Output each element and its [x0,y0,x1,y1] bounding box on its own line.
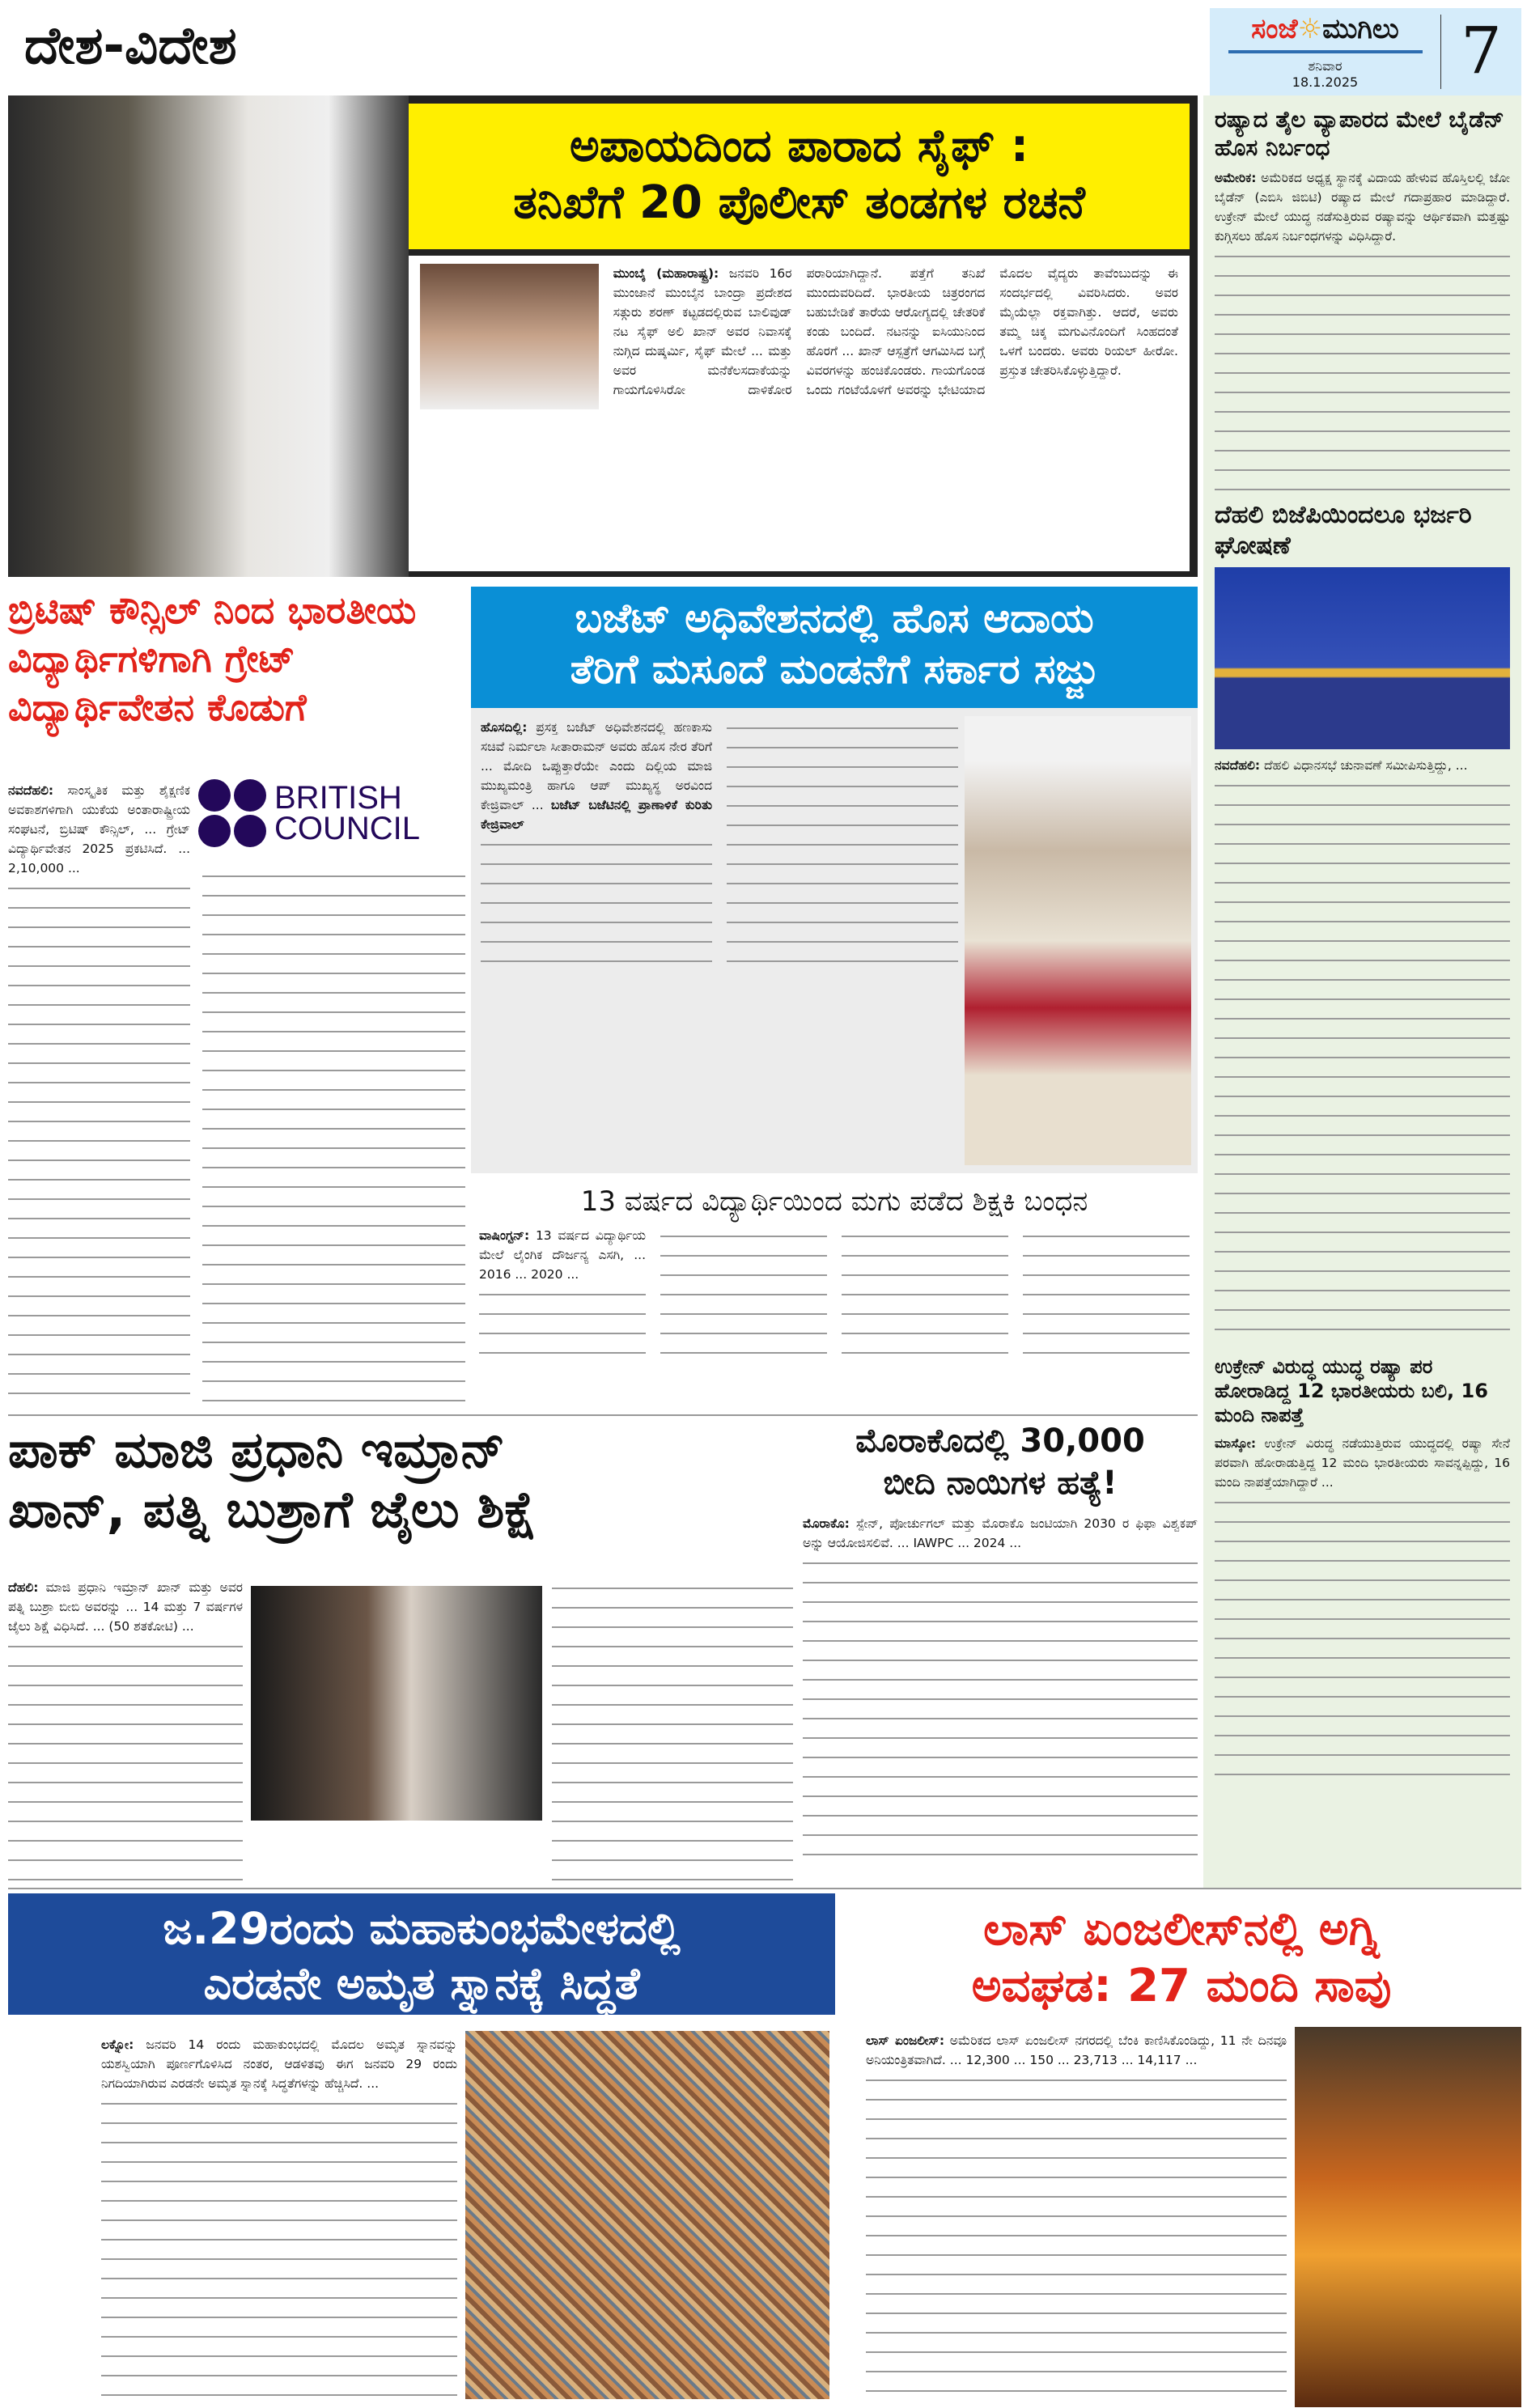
story-imran-khan [8,1420,793,1885]
headline-british-council: ಬ್ರಿಟಿಷ್ ಕೌನ್ಸಿಲ್ ನಿಂದ ಭಾರತೀಯ ವಿದ್ಯಾರ್ಥಿಗಳಿಗಾಗಿ ಗ್ರೇಟ್ ವಿದ್ಯಾರ್ಥಿವೇತನ ಕೊಡುಗೆ [8,588,417,729]
masthead-day: ಶನಿವಾರ [1308,58,1342,74]
headline-teacher: 13 ವರ್ಷದ ವಿದ್ಯಾರ್ಥಿಯಿಂದ ಮಗು ಪಡೆದ ಶಿಕ್ಷಕಿ ಬಂಧನ [580,1185,1088,1218]
headline-morocco-dogs: ಮೊರಾಕೊದಲ್ಲಿ 30,000 ಬೀದಿ ನಾಯಿಗಳ ಹತ್ಯೆ! [855,1422,1145,1502]
headline-ukraine: ಉಕ್ರೇನ್ ವಿರುದ್ಧ ಯುದ್ಧ ರಷ್ಯಾ ಪರ ಹೋರಾಡಿದ್ದ 12 ಭಾರತೀಯರು ಬಲಿ, 16 ಮಂದಿ ನಾಪತ್ತೆ [1215,1355,1488,1427]
headline-delhi: ದೆಹಲಿ ಬಿಜೆಪಿಯಿಂದಲೂ ಭರ್ಜರಿ ಘೋಷಣೆ [1215,501,1472,560]
right-column [1203,95,1521,1888]
british-body: ನವದೆಹಲಿ: ಸಾಂಸ್ಕೃತಿಕ ಮತ್ತು ಶೈಕ್ಷಣಿಕ ಅವಕಾಶಗಳಿಗಾಗಿ ಯುಕೆಯ ಅಂತಾರಾಷ್ಟ್ರೀಯ ಸಂಘಟನೆ, ಬ್ರಿಟಿಷ್ ಕೌನ್ಸಿಲ್, ... ಗ್ರೇಟ್ ವಿದ್ಯಾರ್ಥಿವೇತನ 2025 ಪ್ರಕಟಿಸಿದೆ. ... 2,10,000 ... [8,781,190,1404]
la-fire-body: ಲಾಸ್ ಏಂಜಲೀಸ್: ಅಮೆರಿಕದ ಲಾಸ್ ಏಂಜಲೀಸ್ ನಗರದಲ್ಲಿ ಬೆಂಕಿ ಕಾಣಿಸಿಕೊಂಡಿದ್ದು, 11 ನೇ ದಿನವೂ ಅನಿಯಂತ್ರಿತವಾಗಿದೆ. ... 12,300 ... 150 ... 23,713 ... 14,117 ... [866,2031,1287,2403]
divider [8,1888,1521,1889]
headline-imran-khan: ಪಾಕ್ ಮಾಜಿ ಪ್ರಧಾನಿ ಇಮ್ರಾನ್ ಖಾನ್, ಪತ್ನಿ ಬುಶ್ರಾಗೆ ಜೈಲು ಶಿಕ್ಷೆ [8,1420,537,1540]
budget-body: ಹೊಸದಿಲ್ಲಿ: ಪ್ರಸಕ್ತ ಬಜೆಟ್ ಅಧಿವೇಶನದಲ್ಲಿ ಹಣಕಾಸು ಸಚಿವೆ ನಿರ್ಮಲಾ ಸೀತಾರಾಮನ್ ಅವರು ಹೊಸ ನೇರ ತೆರಿಗೆ ... ಮೋದಿ ಒಪ್ಪುತ್ತಾರೆಯೇ ಎಂದು ದಿಲ್ಲಿಯ ಮಾಜಿ ಮುಖ್ಯಮಂತ್ರಿ ಹಾಗೂ ಆಪ್ ಮುಖ್ಯಸ್ಥ ಅರವಿಂದ ಕೇಜ್ರಿವಾಲ್ ... ಬಜೆಟ್ ಬಜೆಟಿನಲ್ಲಿ ಪ್ರಾಣಾಳಿಕೆ ಕುರಿತು ಕೇಜ್ರಿವಾಲ್ [481,718,958,1167]
masthead [1210,8,1521,95]
delhi-body: ನವದೆಹಲಿ: ದೆಹಲಿ ವಿಧಾನಸಭೆ ಚುನಾವಣೆ ಸಮೀಪಿಸುತ್ತಿದ್ದು, ... [1215,756,1510,1346]
photo-kejriwal [1215,567,1510,749]
masthead-logo: ಸಂಜೆ☼ಮುಗಿಲು [1251,13,1399,45]
imran-body: ದೆಹಲಿ: ಮಾಜಿ ಪ್ರಧಾನಿ ಇಮ್ರಾನ್ ಖಾನ್ ಮತ್ತು ಅವರ ಪತ್ನಿ ಬುಶ್ರಾ ಬೀಬಿ ಅವರನ್ನು ... 14 ಮತ್ತು 7 ವರ್ಷಗಳ ಜೈಲು ಶಿಕ್ಷೆ ವಿಧಿಸಿದೆ. ... (50 ಶತಕೋಟಿ) ... [8,1578,243,1881]
headline-saif: ಅಪಾಯದಿಂದ ಪಾರಾದ ಸೈಫ್ : ತನಿಖೆಗೆ 20 ಪೊಲೀಸ್ ತಂಡಗಳ ರಚನೆ [409,104,1190,249]
section-title: ದೇಶ-ವಿದೇಶ [24,16,237,76]
headline-kumbh: ಜ.29ರಂದು ಮಹಾಕುಂಭಮೇಳದಲ್ಲಿ ಎರಡನೇ ಅಮೃತ ಸ್ನಾನಕ್ಕೆ ಸಿದ್ಧತೆ [8,1893,835,2015]
story-british-council [8,587,465,1412]
story-saif [8,95,1198,577]
photo-nirmala-sitharaman [965,716,1191,1165]
story-budget [471,587,1198,1173]
saif-body: ಮುಂಬೈ (ಮಹಾರಾಷ್ಟ್ರ): ಜನವರಿ 16ರ ಮುಂಜಾನೆ ಮುಂಬೈನ ಬಾಂದ್ರಾ ಪ್ರದೇಶದ ಸತ್ಗುರು ಶರಣ್ ಕಟ್ಟಡದಲ್ಲಿರುವ ಬಾಲಿವುಡ್ ನಟ ಸೈಫ್ ಅಲಿ ಖಾನ್ ಅವರ ನಿವಾಸಕ್ಕೆ ನುಗ್ಗಿದ ದುಷ್ಕರ್ಮಿ, ಸೈಫ್ ಮೇಲೆ ... ಮತ್ತು ಅವರ ಮನೆಕೆಲಸದಾಕೆಯನ್ನು ಗಾಯಗೊಳಿಸಿರೋ ದಾಳಿಕೋರ ಪರಾರಿಯಾಗಿದ್ದಾನೆ. ಪತ್ತೆಗೆ ತನಿಖೆ ಮುಂದುವರಿದಿದೆ. ಭಾರತೀಯ ಚಿತ್ರರಂಗದ ಬಹುಬೇಡಿಕೆ ತಾರೆಯ ಆರೋಗ್ಯದಲ್ಲಿ ಚೇತರಿಕೆ ಕಂಡು ಬಂದಿದೆ. ನಟನನ್ನು ಐಸಿಯುನಿಂದ ಹೊರಗೆ ... ಖಾನ್ ಆಸ್ಪತ್ರೆಗೆ ಆಗಮಿಸಿದ ಬಗ್ಗೆ ವಿವರಗಳನ್ನು ಹಂಚಿಕೊಂಡರು. ಗಾಯಗೊಂಡ ಒಂದು ಗಂಟೆಯೊಳಗೆ ಅವರನ್ನು ಭೇಟಿಯಾದ ಮೊದಲ ವೈದ್ಯರು ತಾವೆಂಬುದನ್ನು ಈ ಸಂದರ್ಭದಲ್ಲಿ ವಿವರಿಸಿದರು. ಅವರ ಮೈಯೆಲ್ಲಾ ರಕ್ತವಾಗಿತ್ತು. ಆದರೆ, ಅವರು ತಮ್ಮ ಚಿಕ್ಕ ಮಗುವಿನೊಂದಿಗೆ ಸಿಂಹದಂತೆ ಒಳಗೆ ಬಂದರು. ಅವರು ರಿಯಲ್ ಹೀರೋ. ಪ್ರಸ್ತುತ ಚೇತರಿಸಿಕೊಳ್ಳುತ್ತಿದ್ದಾರೆ. [420,264,1178,563]
photo-la-fire [1295,2027,1521,2407]
british-council-logo: BRITISH COUNCIL [198,773,465,854]
photo-saif-kareena [8,95,409,577]
photo-imran-khan [251,1586,542,1821]
headline-budget: ಬಜೆಟ್ ಅಧಿವೇಶನದಲ್ಲಿ ಹೊಸ ಆದಾಯ ತೆರಿಗೆ ಮಸೂದೆ ಮಂಡನೆಗೆ ಸರ್ಕಾರ ಸಜ್ಜು [471,587,1198,708]
masthead-date: 18.1.2025 [1292,74,1359,90]
teacher-body: ವಾಷಿಂಗ್ಟನ್: 13 ವರ್ಷದ ವಿದ್ಯಾರ್ಥಿಯ ಮೇಲೆ ಲೈಂಗಿಕ ದೌರ್ಜನ್ಯ ಎಸಗಿ, ... 2016 ... 2020 ... [479,1226,1190,1404]
dogs-body: ಮೊರಾಕೊ: ಸ್ಪೇನ್, ಪೋರ್ಚುಗಲ್ ಮತ್ತು ಮೊರಾಕೊ ಜಂಟಿಯಾಗಿ 2030 ರ ಫಿಫಾ ವಿಶ್ವಕಪ್ ಅನ್ನು ಆಯೋಜಿಸಲಿವೆ. ... IAWPC ... 2024 ... [803,1514,1198,1870]
story-kumbh [8,1893,835,2408]
headline-la-fire: ಲಾಸ್ ಏಂಜಲೀಸ್‌ನಲ್ಲಿ ಅಗ್ನಿ ಅವಘಡ: 27 ಮಂದಿ ಸಾವು [971,1903,1392,2012]
masthead-rule [1228,50,1423,53]
ukraine-body: ಮಾಸ್ಕೋ: ಉಕ್ರೇನ್ ವಿರುದ್ಧ ನಡೆಯುತ್ತಿರುವ ಯುದ್ಧದಲ್ಲಿ ರಷ್ಯಾ ಸೇನೆ ಪರವಾಗಿ ಹೋರಾಡುತ್ತಿದ್ದ 12 ಮಂದಿ ಭಾರತೀಯರು ಸಾವನ್ನಪ್ಪಿದ್ದು, 16 ಮಂದಿ ನಾಪತ್ತೆಯಾಗಿದ್ದಾರೆ ... [1215,1434,1510,1790]
kumbh-body: ಲಕ್ನೋ: ಜನವರಿ 14 ರಂದು ಮಹಾಕುಂಭದಲ್ಲಿ ಮೊದಲ ಅಮೃತ ಸ್ನಾನವನ್ನು ಯಶಸ್ವಿಯಾಗಿ ಪೂರ್ಣಗೊಳಿಸಿದ ನಂತರ, ಆಡಳಿತವು ಈಗ ಜನವರಿ 29 ರಂದು ನಿಗದಿಯಾಗಿರುವ ಎರಡನೇ ಅಮೃತ ಸ್ನಾನಕ್ಕೆ ಸಿದ್ಧತೆಗಳನ್ನು ಹೆಚ್ಚಿಸಿದೆ. ... [101,2035,457,2399]
headline-russia: ರಷ್ಯಾದ ತೈಲ ವ್ಯಾಪಾರದ ಮೇಲೆ ಬೈಡೆನ್ ಹೊಸ ನಿರ್ಬಂಧ [1215,106,1504,161]
russia-body: ಅಮೇರಿಕ: ಅಮೆರಿಕದ ಅಧ್ಯಕ್ಷ ಸ್ಥಾನಕ್ಕೆ ವಿದಾಯ ಹೇಳುವ ಹೊಸ್ತಿಲಲ್ಲಿ ಜೋ ಬೈಡೆನ್ (ಎಬಿಸಿ ಜಿಬಿಟಿ) ರಷ್ಯಾದ ಮೇಲೆ ಗದಾಪ್ರಹಾರ ಮಾಡಿದ್ದಾರೆ. ಉಕ್ರೇನ್ ಮೇಲೆ ಯುದ್ಧ ನಡೆಸುತ್ತಿರುವ ರಷ್ಯಾವನ್ನು ಆರ್ಥಿಕವಾಗಿ ಮತ್ತಷ್ಟು ಕುಗ್ಗಿಸಲು ಹೊಸ ನಿರ್ಬಂಧಗಳನ್ನು ವಿಧಿಸಿದ್ದಾರೆ. [1215,168,1510,492]
page-number: 7 [1440,15,1521,89]
story-la-fire [842,1893,1521,2408]
photo-kumbh-crowd [465,2031,829,2399]
story-teacher [471,1181,1198,1412]
photo-suspect [420,264,599,409]
divider [8,1414,1198,1416]
story-morocco-dogs [803,1420,1198,1885]
